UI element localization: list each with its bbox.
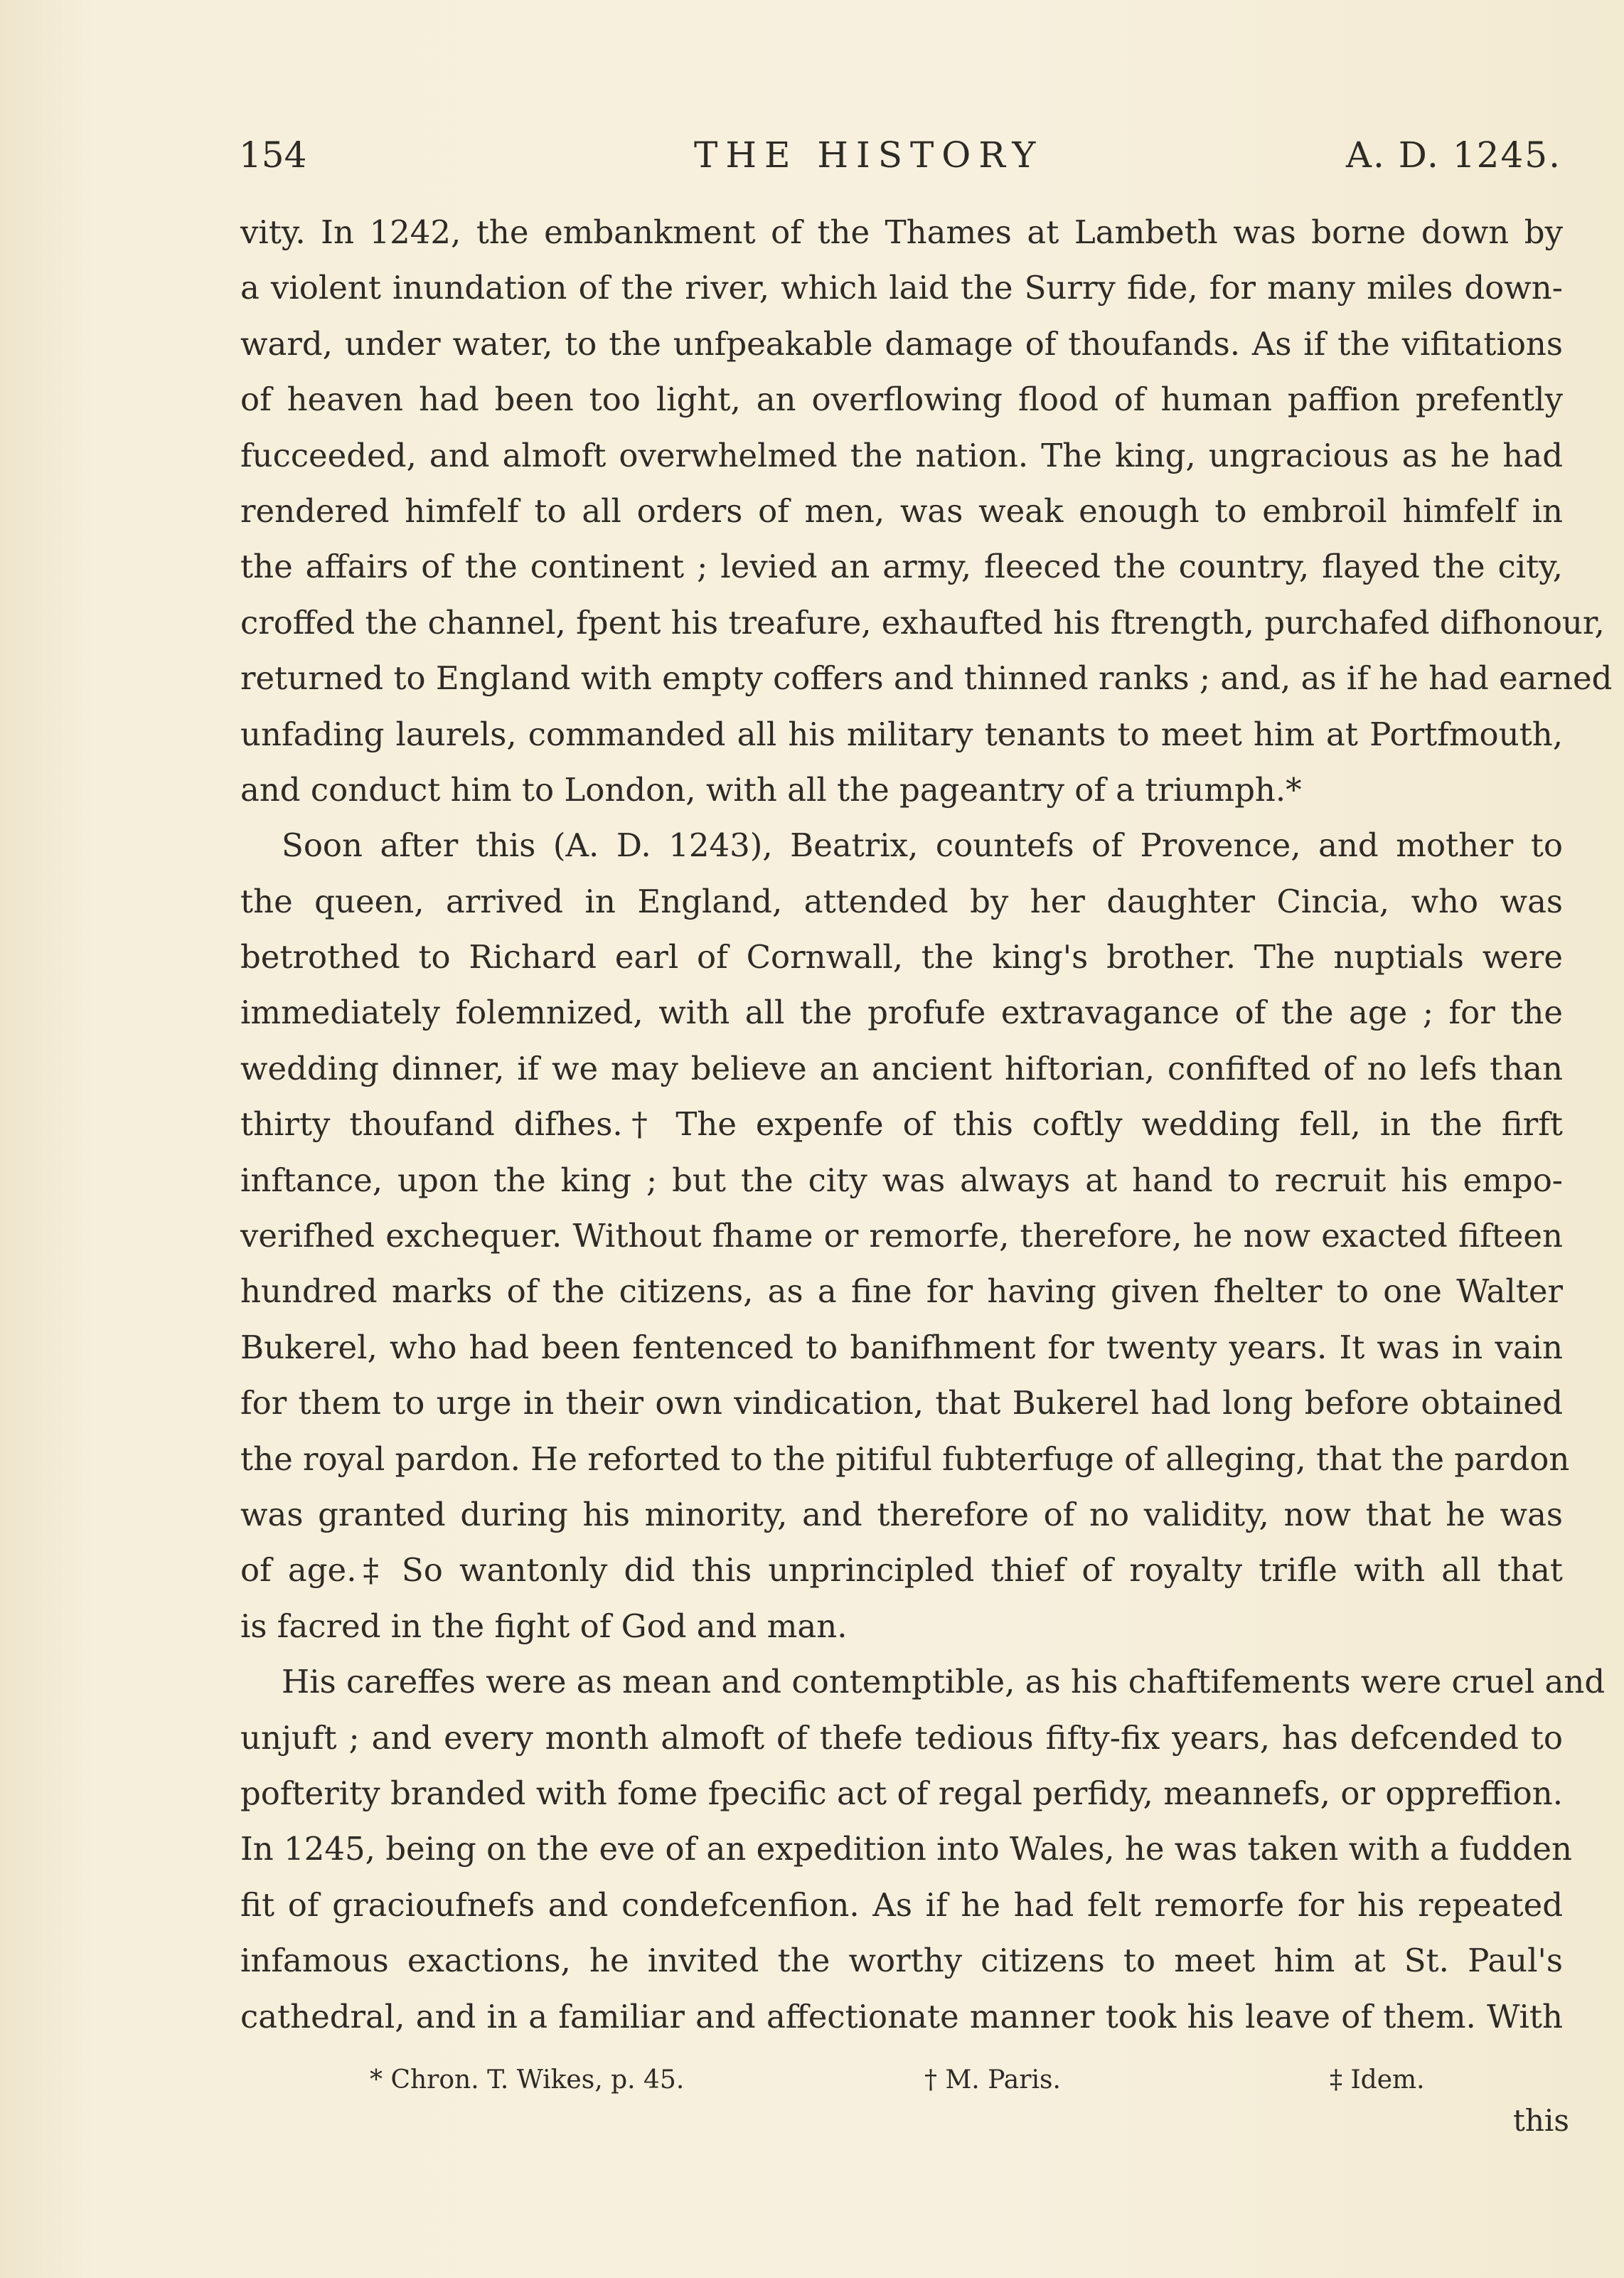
text-line: pofterity branded with fome fpecific act of regal perfidy, meannefs, or oppreffion. <box>240 1774 1563 1812</box>
text-line: fit of gracioufnefs and condefcenfion. As if he had felt remorfe for his repeated <box>240 1885 1563 1924</box>
text-line: infamous exactions, he invited the worthy citizens to meet him at St. Paul's <box>240 1942 1563 1980</box>
text-line: wedding dinner, if we may believe an ancient hiftorian, confifted of no lefs than <box>240 1049 1563 1087</box>
text-line: croffed the channel, fpent his treafure, exhaufted his ftrength, purchafed difhonour, <box>240 603 1605 642</box>
text-line: fucceeded, and almoft overwhelmed the nation. The king, ungracious as he had <box>240 436 1563 474</box>
text-line: ward, under water, to the unfpeakable damage of thoufands. As if the vifitations <box>240 324 1563 363</box>
text-line: hundred marks of the citizens, as a fine for having given fhelter to one Walter <box>240 1272 1563 1311</box>
text-line: unjuft ; and every month almoft of thefe tedious fifty-fix years, has defcended to <box>240 1718 1563 1757</box>
body-text <box>240 205 1613 2045</box>
text-line: thirty thoufand difhes.† The expenfe of this coftly wedding fell, in the firft <box>240 1105 1563 1144</box>
running-date: A. D. 1245. <box>1345 134 1561 176</box>
text-line: the affairs of the continent ; levied an army, fleeced the country, flayed the city, <box>240 548 1563 586</box>
footnote: † M. Paris. <box>924 2065 1061 2095</box>
text-line: inftance, upon the king ; but the city was always at hand to recruit his empo- <box>240 1161 1563 1199</box>
text-line: a violent inundation of the river, which laid the Surry fide, for many miles down- <box>240 269 1563 307</box>
page-number: 154 <box>239 134 307 176</box>
text-line: is facred in the fight of God and man. <box>240 1607 848 1645</box>
text-line: the royal pardon. He reforted to the pitiful fubterfuge of alleging, that the pardon <box>240 1439 1570 1478</box>
text-line: His careffes were as mean and contemptible, as his chaftifements were cruel and <box>282 1663 1606 1701</box>
text-line: rendered himfelf to all orders of men, was weak enough to embroil himfelf in <box>240 491 1563 530</box>
text-line: was granted during his minority, and therefore of no validity, now that he was <box>240 1495 1563 1533</box>
text-line: the queen, arrived in England, attended by her daughter Cincia, who was <box>240 882 1563 920</box>
text-line: of heaven had been too light, an overflowing flood of human paffion prefently <box>240 380 1563 419</box>
footnote: * Chron. T. Wikes, p. 45. <box>370 2065 685 2095</box>
catchword: this <box>1513 2103 1569 2138</box>
text-line: In 1245, being on the eve of an expedition into Wales, he was taken with a fudden <box>240 1830 1572 1868</box>
text-line: unfading laurels, commanded all his military tenants to meet him at Portfmouth, <box>240 715 1563 753</box>
text-line: Soon after this (A. D. 1243), Beatrix, countefs of Provence, and mother to <box>282 826 1563 865</box>
text-line: vity. In 1242, the embankment of the Thames at Lambeth was borne down by <box>240 213 1563 251</box>
text-line: returned to England with empty coffers and thinned ranks ; and, as if he had earned <box>240 659 1613 698</box>
text-line: immediately folemnized, with all the profufe extravagance of the age ; for the <box>240 994 1563 1032</box>
running-title: THE HISTORY <box>694 134 1044 176</box>
running-head <box>239 127 1561 183</box>
text-line: for them to urge in their own vindication, that Bukerel had long before obtained <box>240 1384 1563 1422</box>
text-line: and conduct him to London, with all the pageantry of a triumph.* <box>240 770 1302 809</box>
text-line: Bukerel, who had been fentenced to banifhment for twenty years. It was in vain <box>240 1328 1563 1366</box>
text-line: betrothed to Richard earl of Cornwall, the king's brother. The nuptials were <box>240 938 1563 976</box>
text-line: of age.‡ So wantonly did this unprincipled thief of royalty trifle with all that <box>240 1551 1563 1590</box>
footnote: ‡ Idem. <box>1330 2065 1425 2095</box>
text-line: verifhed exchequer. Without fhame or remorfe, therefore, he now exacted fifteen <box>240 1217 1563 1255</box>
text-line: cathedral, and in a familiar and affectionate manner took his leave of them. With <box>240 1997 1563 2035</box>
footnotes <box>370 2055 1451 2105</box>
